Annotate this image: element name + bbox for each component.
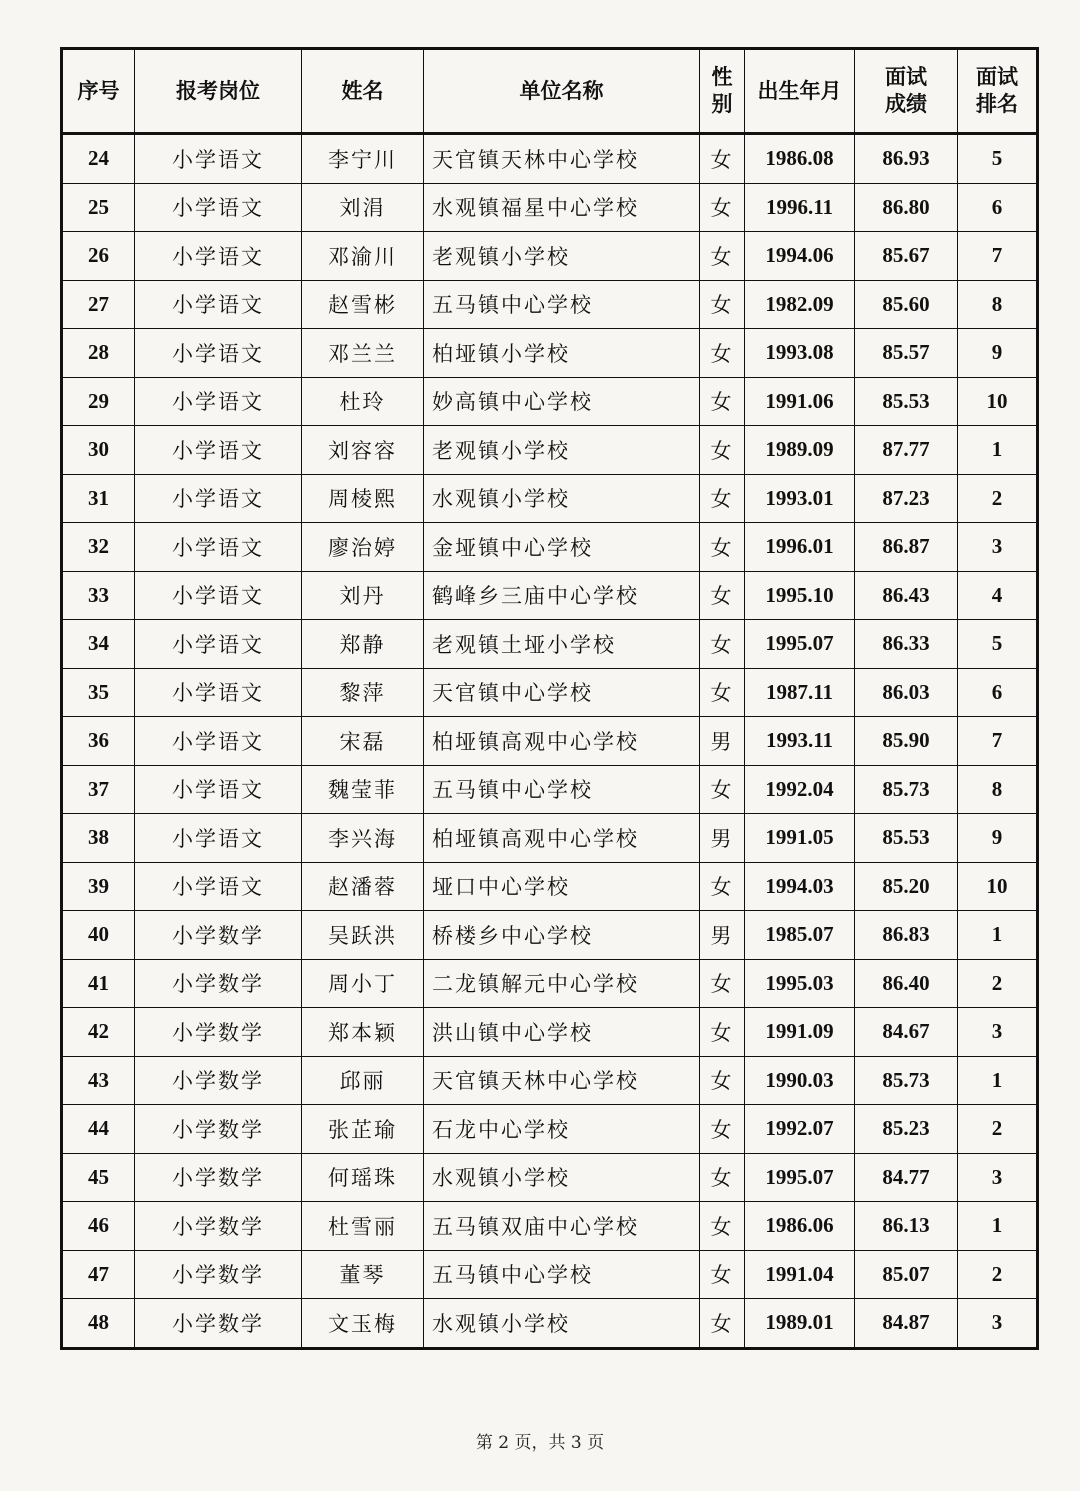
cell-post: 小学语文	[135, 765, 302, 814]
cell-post: 小学数学	[135, 1250, 302, 1299]
cell-rank: 3	[958, 1299, 1038, 1349]
header-serial: 序号	[62, 49, 135, 134]
cell-gender: 女	[700, 183, 745, 232]
cell-serial: 43	[62, 1056, 135, 1105]
results-table	[60, 47, 1039, 1350]
cell-name: 周棱熙	[302, 474, 424, 523]
cell-birth: 1994.06	[745, 232, 855, 281]
cell-name: 张芷瑜	[302, 1105, 424, 1154]
cell-gender: 女	[700, 474, 745, 523]
cell-gender: 女	[700, 1202, 745, 1251]
table-row	[62, 329, 1038, 378]
cell-name: 杜玲	[302, 377, 424, 426]
table-row	[62, 911, 1038, 960]
table-row	[62, 134, 1038, 184]
cell-gender: 女	[700, 571, 745, 620]
table-row	[62, 426, 1038, 475]
cell-serial: 27	[62, 280, 135, 329]
cell-serial: 44	[62, 1105, 135, 1154]
cell-score: 85.53	[855, 377, 958, 426]
cell-score: 85.90	[855, 717, 958, 766]
cell-name: 廖治婷	[302, 523, 424, 572]
cell-score: 85.60	[855, 280, 958, 329]
cell-post: 小学数学	[135, 1153, 302, 1202]
cell-score: 86.40	[855, 959, 958, 1008]
cell-name: 邓渝川	[302, 232, 424, 281]
cell-post: 小学语文	[135, 620, 302, 669]
table-row	[62, 862, 1038, 911]
cell-birth: 1986.06	[745, 1202, 855, 1251]
cell-gender: 女	[700, 232, 745, 281]
cell-post: 小学数学	[135, 1008, 302, 1057]
cell-unit: 五马镇中心学校	[424, 280, 700, 329]
header-rank-line2: 排名	[976, 92, 1018, 116]
cell-score: 84.67	[855, 1008, 958, 1057]
cell-unit: 五马镇双庙中心学校	[424, 1202, 700, 1251]
cell-serial: 45	[62, 1153, 135, 1202]
table-row	[62, 717, 1038, 766]
cell-gender: 女	[700, 1250, 745, 1299]
table-row	[62, 474, 1038, 523]
cell-unit: 垭口中心学校	[424, 862, 700, 911]
cell-post: 小学语文	[135, 862, 302, 911]
cell-unit: 五马镇中心学校	[424, 765, 700, 814]
cell-serial: 40	[62, 911, 135, 960]
cell-post: 小学语文	[135, 474, 302, 523]
header-score	[855, 49, 958, 134]
table-row	[62, 183, 1038, 232]
cell-rank: 1	[958, 1202, 1038, 1251]
cell-unit: 水观镇小学校	[424, 474, 700, 523]
cell-rank: 10	[958, 862, 1038, 911]
cell-rank: 1	[958, 1056, 1038, 1105]
cell-rank: 8	[958, 765, 1038, 814]
cell-birth: 1991.04	[745, 1250, 855, 1299]
cell-score: 86.03	[855, 668, 958, 717]
cell-rank: 6	[958, 183, 1038, 232]
cell-score: 86.93	[855, 134, 958, 184]
cell-name: 吴跃洪	[302, 911, 424, 960]
cell-rank: 3	[958, 1008, 1038, 1057]
table-header	[62, 49, 1038, 134]
cell-unit: 鹤峰乡三庙中心学校	[424, 571, 700, 620]
cell-serial: 36	[62, 717, 135, 766]
table-row	[62, 232, 1038, 281]
cell-unit: 老观镇小学校	[424, 232, 700, 281]
cell-unit: 天官镇天林中心学校	[424, 1056, 700, 1105]
cell-score: 84.77	[855, 1153, 958, 1202]
cell-birth: 1991.09	[745, 1008, 855, 1057]
cell-gender: 女	[700, 280, 745, 329]
cell-name: 赵雪彬	[302, 280, 424, 329]
table-body	[62, 134, 1038, 1349]
cell-rank: 10	[958, 377, 1038, 426]
cell-score: 86.43	[855, 571, 958, 620]
cell-unit: 天官镇天林中心学校	[424, 134, 700, 184]
cell-unit: 水观镇福星中心学校	[424, 183, 700, 232]
cell-post: 小学语文	[135, 523, 302, 572]
cell-unit: 柏垭镇高观中心学校	[424, 814, 700, 863]
cell-serial: 34	[62, 620, 135, 669]
cell-serial: 35	[62, 668, 135, 717]
cell-serial: 31	[62, 474, 135, 523]
cell-gender: 女	[700, 1153, 745, 1202]
cell-rank: 9	[958, 329, 1038, 378]
table-row	[62, 668, 1038, 717]
cell-birth: 1989.01	[745, 1299, 855, 1349]
cell-unit: 天官镇中心学校	[424, 668, 700, 717]
table-row	[62, 959, 1038, 1008]
header-unit: 单位名称	[424, 49, 700, 134]
cell-serial: 30	[62, 426, 135, 475]
cell-post: 小学数学	[135, 959, 302, 1008]
cell-post: 小学语文	[135, 717, 302, 766]
cell-serial: 24	[62, 134, 135, 184]
table-row	[62, 523, 1038, 572]
cell-gender: 女	[700, 668, 745, 717]
cell-rank: 3	[958, 1153, 1038, 1202]
table-row	[62, 620, 1038, 669]
cell-serial: 46	[62, 1202, 135, 1251]
cell-score: 84.87	[855, 1299, 958, 1349]
header-rank-line1: 面试	[976, 65, 1018, 89]
cell-rank: 7	[958, 232, 1038, 281]
cell-serial: 32	[62, 523, 135, 572]
header-row	[62, 49, 1038, 134]
cell-post: 小学数学	[135, 1105, 302, 1154]
cell-post: 小学语文	[135, 232, 302, 281]
cell-birth: 1995.07	[745, 620, 855, 669]
cell-gender: 女	[700, 329, 745, 378]
cell-post: 小学数学	[135, 1299, 302, 1349]
table-row	[62, 1202, 1038, 1251]
cell-birth: 1996.11	[745, 183, 855, 232]
cell-serial: 39	[62, 862, 135, 911]
page-footer: 第 2 页，共 3 页	[475, 1433, 605, 1453]
cell-rank: 6	[958, 668, 1038, 717]
cell-rank: 1	[958, 911, 1038, 960]
cell-unit: 石龙中心学校	[424, 1105, 700, 1154]
table-row	[62, 1250, 1038, 1299]
cell-post: 小学数学	[135, 1056, 302, 1105]
cell-gender: 女	[700, 377, 745, 426]
cell-birth: 1987.11	[745, 668, 855, 717]
cell-birth: 1985.07	[745, 911, 855, 960]
table-row	[62, 1153, 1038, 1202]
cell-name: 何瑶珠	[302, 1153, 424, 1202]
header-post: 报考岗位	[135, 49, 302, 134]
table-row	[62, 1299, 1038, 1349]
cell-name: 刘涓	[302, 183, 424, 232]
cell-score: 85.07	[855, 1250, 958, 1299]
cell-score: 86.13	[855, 1202, 958, 1251]
cell-serial: 28	[62, 329, 135, 378]
cell-rank: 5	[958, 134, 1038, 184]
table-row	[62, 571, 1038, 620]
table-row	[62, 377, 1038, 426]
cell-score: 85.53	[855, 814, 958, 863]
cell-score: 86.83	[855, 911, 958, 960]
cell-rank: 2	[958, 1105, 1038, 1154]
cell-post: 小学数学	[135, 911, 302, 960]
cell-birth: 1991.05	[745, 814, 855, 863]
cell-rank: 2	[958, 474, 1038, 523]
cell-rank: 4	[958, 571, 1038, 620]
cell-rank: 2	[958, 1250, 1038, 1299]
cell-serial: 48	[62, 1299, 135, 1349]
cell-serial: 25	[62, 183, 135, 232]
cell-unit: 洪山镇中心学校	[424, 1008, 700, 1057]
cell-post: 小学数学	[135, 1202, 302, 1251]
cell-rank: 2	[958, 959, 1038, 1008]
cell-birth: 1989.09	[745, 426, 855, 475]
cell-gender: 女	[700, 134, 745, 184]
cell-birth: 1995.10	[745, 571, 855, 620]
cell-post: 小学语文	[135, 134, 302, 184]
cell-birth: 1990.03	[745, 1056, 855, 1105]
cell-unit: 妙高镇中心学校	[424, 377, 700, 426]
cell-score: 85.73	[855, 765, 958, 814]
table-row	[62, 1056, 1038, 1105]
cell-score: 86.80	[855, 183, 958, 232]
cell-score: 86.33	[855, 620, 958, 669]
header-name: 姓名	[302, 49, 424, 134]
cell-serial: 29	[62, 377, 135, 426]
cell-gender: 女	[700, 620, 745, 669]
header-birth: 出生年月	[745, 49, 855, 134]
header-rank	[958, 49, 1038, 134]
cell-gender: 女	[700, 862, 745, 911]
cell-serial: 33	[62, 571, 135, 620]
cell-name: 刘丹	[302, 571, 424, 620]
cell-unit: 老观镇土垭小学校	[424, 620, 700, 669]
cell-name: 李兴海	[302, 814, 424, 863]
header-score-line1: 面试	[885, 65, 927, 89]
cell-name: 宋磊	[302, 717, 424, 766]
cell-serial: 41	[62, 959, 135, 1008]
cell-unit: 金垭镇中心学校	[424, 523, 700, 572]
cell-gender: 女	[700, 1105, 745, 1154]
cell-score: 85.73	[855, 1056, 958, 1105]
table-row	[62, 1105, 1038, 1154]
cell-post: 小学语文	[135, 280, 302, 329]
cell-gender: 女	[700, 765, 745, 814]
cell-rank: 8	[958, 280, 1038, 329]
cell-serial: 38	[62, 814, 135, 863]
cell-rank: 5	[958, 620, 1038, 669]
cell-birth: 1992.07	[745, 1105, 855, 1154]
header-gender-line2: 别	[711, 92, 733, 116]
cell-score: 85.23	[855, 1105, 958, 1154]
cell-gender: 女	[700, 1008, 745, 1057]
cell-gender: 女	[700, 959, 745, 1008]
cell-post: 小学语文	[135, 426, 302, 475]
cell-post: 小学语文	[135, 571, 302, 620]
cell-post: 小学语文	[135, 814, 302, 863]
cell-birth: 1986.08	[745, 134, 855, 184]
cell-gender: 女	[700, 426, 745, 475]
cell-name: 杜雪丽	[302, 1202, 424, 1251]
header-gender	[700, 49, 745, 134]
cell-score: 87.77	[855, 426, 958, 475]
cell-name: 赵潘蓉	[302, 862, 424, 911]
cell-unit: 柏垭镇高观中心学校	[424, 717, 700, 766]
table-row	[62, 1008, 1038, 1057]
cell-birth: 1996.01	[745, 523, 855, 572]
cell-birth: 1995.03	[745, 959, 855, 1008]
cell-unit: 二龙镇解元中心学校	[424, 959, 700, 1008]
cell-score: 86.87	[855, 523, 958, 572]
cell-name: 刘容容	[302, 426, 424, 475]
cell-birth: 1991.06	[745, 377, 855, 426]
cell-rank: 7	[958, 717, 1038, 766]
cell-name: 李宁川	[302, 134, 424, 184]
cell-birth: 1994.03	[745, 862, 855, 911]
cell-score: 85.20	[855, 862, 958, 911]
cell-serial: 47	[62, 1250, 135, 1299]
cell-score: 87.23	[855, 474, 958, 523]
cell-unit: 水观镇小学校	[424, 1299, 700, 1349]
cell-name: 周小丁	[302, 959, 424, 1008]
cell-name: 董琴	[302, 1250, 424, 1299]
cell-gender: 女	[700, 523, 745, 572]
cell-unit: 水观镇小学校	[424, 1153, 700, 1202]
cell-post: 小学语文	[135, 377, 302, 426]
cell-gender: 男	[700, 911, 745, 960]
cell-gender: 女	[700, 1299, 745, 1349]
cell-birth: 1993.08	[745, 329, 855, 378]
cell-birth: 1982.09	[745, 280, 855, 329]
cell-birth: 1993.01	[745, 474, 855, 523]
cell-unit: 老观镇小学校	[424, 426, 700, 475]
cell-rank: 9	[958, 814, 1038, 863]
header-score-line2: 成绩	[885, 92, 927, 116]
table-row	[62, 280, 1038, 329]
cell-name: 邱丽	[302, 1056, 424, 1105]
cell-unit: 柏垭镇小学校	[424, 329, 700, 378]
cell-name: 郑静	[302, 620, 424, 669]
cell-gender: 男	[700, 814, 745, 863]
cell-score: 85.67	[855, 232, 958, 281]
cell-name: 文玉梅	[302, 1299, 424, 1349]
cell-rank: 3	[958, 523, 1038, 572]
cell-post: 小学语文	[135, 329, 302, 378]
table-row	[62, 765, 1038, 814]
cell-birth: 1993.11	[745, 717, 855, 766]
cell-unit: 桥楼乡中心学校	[424, 911, 700, 960]
cell-serial: 37	[62, 765, 135, 814]
cell-birth: 1992.04	[745, 765, 855, 814]
cell-name: 郑本颖	[302, 1008, 424, 1057]
cell-birth: 1995.07	[745, 1153, 855, 1202]
cell-name: 黎萍	[302, 668, 424, 717]
cell-name: 魏莹菲	[302, 765, 424, 814]
cell-serial: 26	[62, 232, 135, 281]
cell-post: 小学语文	[135, 668, 302, 717]
cell-post: 小学语文	[135, 183, 302, 232]
cell-rank: 1	[958, 426, 1038, 475]
cell-gender: 女	[700, 1056, 745, 1105]
cell-unit: 五马镇中心学校	[424, 1250, 700, 1299]
cell-gender: 男	[700, 717, 745, 766]
cell-serial: 42	[62, 1008, 135, 1057]
table-row	[62, 814, 1038, 863]
cell-name: 邓兰兰	[302, 329, 424, 378]
header-gender-line1: 性	[711, 65, 733, 89]
cell-score: 85.57	[855, 329, 958, 378]
